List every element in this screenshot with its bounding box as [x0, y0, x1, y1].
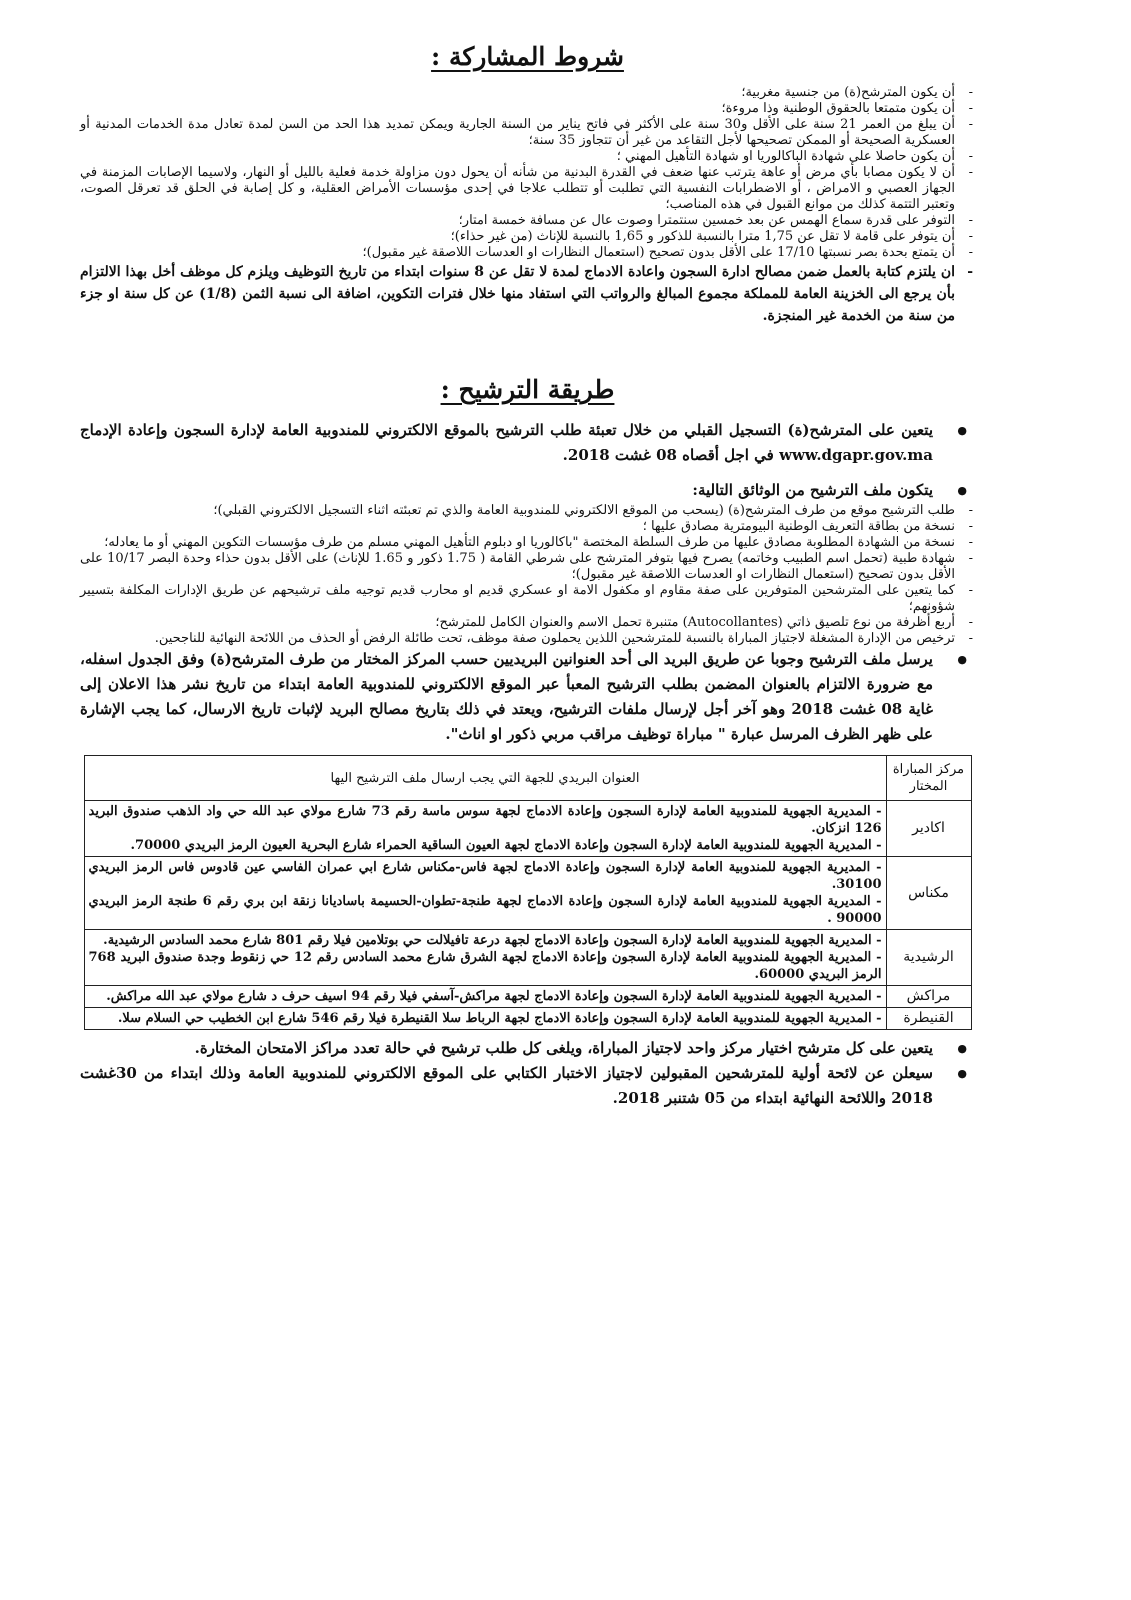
condition-item: - أن يكون المترشح(ة) من جنسية مغربية؛ — [80, 85, 975, 101]
registration-text: يتعين على المترشح(ة) التسجيل القبلي من خلال تعبئة طلب الترشيح بالموقع الالكتروني للمندوبية العامة لإدارة السجون وإعادة الإدماج — [80, 421, 933, 439]
address-line: - المديرية الجهوية للمندوبية العامة لإدارة السجون وإعادة الادماج لجهة درعة تافيلالت حي بوتلامين فيلا رقم 801 شارع محمد السادس الرشيدية. — [103, 933, 882, 948]
condition-item: - التوفر على قدرة سماع الهمس عن بعد خمسين سنتمترا وصوت عال عن مسافة خمسة امتار؛ — [80, 213, 975, 229]
condition-item-commitment: - ان يلتزم كتابة بالعمل ضمن مصالح ادارة السجون واعادة الادماج لمدة لا تقل عن 8 سنوات ابتداء من تاريخ التوظيف ويلزم كل موظف أخل بهذا الالتزام بأن يرجع الى الخزينة العامة للمملكة مجموع المبالغ والرواتب التي استفاد منها خلال فترات التكوين، اضافة الى نسبة الثمن (1/8) عن كل سنة او جزء من سنة من الخدمة غير المنجزة. — [80, 261, 975, 327]
address-line: - المديرية الجهوية للمندوبية العامة لإدارة السجون وإعادة الادماج لجهة الشرق شارع محمد السادس رقم 12 حي زنقوط وجدة صندوق البريد 768 الرمز البريدي 60000. — [88, 950, 882, 982]
document-page — [80, 30, 975, 1111]
documents-heading: ● يتكون ملف الترشيح من الوثائق التالية: — [80, 478, 975, 503]
center-addresses — [84, 857, 886, 930]
center-addresses — [84, 930, 886, 986]
conditions-list — [80, 85, 975, 327]
website-link[interactable]: www.dgapr.gov.ma — [779, 446, 933, 464]
documents-list — [80, 503, 975, 647]
center-addresses — [84, 1008, 886, 1030]
table-row — [84, 986, 971, 1008]
condition-item: - أن يتمتع بحدة بصر نسبتها 17/10 على الأقل بدون تصحيح (استعمال النظارات او العدسات اللاصقة غير مقبول)؛ — [80, 245, 975, 261]
centers-table — [84, 755, 972, 1030]
center-city: اكادير — [886, 801, 971, 857]
condition-item: - أن يكون متمتعا بالحقوق الوطنية وذا مروءة؛ — [80, 101, 975, 117]
center-city: الرشيدية — [886, 930, 971, 986]
conditions-title: شروط المشاركة : — [431, 42, 624, 71]
table-header-row — [84, 756, 971, 801]
condition-item: - أن يكون حاصلا على شهادة الباكالوريا او شهادة التأهيل المهني ؛ — [80, 149, 975, 165]
center-addresses — [84, 986, 886, 1008]
center-city: مكناس — [886, 857, 971, 930]
document-item: - أربع أظرفة من نوع تلصيق ذاتي (Autocollantes) متنبرة تحمل الاسم والعنوان الكامل للمترشح؛ — [80, 615, 975, 631]
closing-notes — [80, 1036, 975, 1111]
document-item: - شهادة طبية (تحمل اسم الطبيب وخاتمه) يصرح فيها بتوفر المترشح على شرطي القامة ( 1.75 ذكور و 1.65 للإناث) على الأقل بدون حذاء وحدة البصر 10/17 على الأقل بدون تصحيح (استعمال النظارات او العدسات اللاصقة غير مقبول)؛ — [80, 551, 975, 583]
address-line: - المديرية الجهوية للمندوبية العامة لإدارة السجون وإعادة الادماج لجهة الرباط سلا القنيطرة فيلا رقم 546 شارع ابن الخطيب حي السلام سلا. — [117, 1011, 882, 1026]
registration-deadline: في اجل أقصاه 08 غشت 2018. — [562, 446, 774, 464]
registration-paragraph — [80, 418, 975, 468]
document-item: - طلب الترشيح موقع من طرف المترشح(ة) (يسحب من الموقع الالكتروني للمندوبية العامة والذي تم تعبئته اثناء التسجيل الالكتروني القبلي)؛ — [80, 503, 975, 519]
table-row — [84, 930, 971, 986]
header-address: العنوان البريدي للجهة التي يجب ارسال ملف الترشيح اليها — [84, 756, 886, 801]
center-city: مراكش — [886, 986, 971, 1008]
address-line: - المديرية الجهوية للمندوبية العامة لإدارة السجون وإعادة الادماج لجهة طنجة-تطوان-الحسيمة باساديانا زنقة ابن بري رقم 6 طنجة الرمز البريدي 90000 . — [88, 894, 882, 926]
application-title: طريقة الترشيح : — [440, 375, 615, 404]
center-city: القنيطرة — [886, 1008, 971, 1030]
document-item: - نسخة من بطاقة التعريف الوطنية البيومترية مصادق عليها ؛ — [80, 519, 975, 535]
address-line: - المديرية الجهوية للمندوبية العامة لإدارة السجون وإعادة الادماج لجهة فاس-مكناس شارع ابي عمران الفاسي عين قادوس فاس الرمز البريدي 30100. — [88, 860, 882, 892]
condition-item: - أن يبلغ من العمر 21 سنة على الأقل و30 سنة على الأكثر في فاتح يناير من السنة الجارية ويمكن تمديد هذا الحد من السن لمدة تعادل مدة الخدمات المدنية أو العسكرية الصحيحة أو الممكن تصحيحها لأجل التقاعد من غير أن تتجاوز 35 سنة؛ — [80, 117, 975, 149]
condition-item: - أن يتوفر على قامة لا تقل عن 1,75 مترا بالنسبة للذكور و 1,65 بالنسبة للإناث (من غير حذاء)؛ — [80, 229, 975, 245]
closing-note: ● يتعين على كل مترشح اختيار مركز واحد لاجتياز المباراة، ويلغى كل طلب ترشيح في حالة تعدد مراكز الامتحان المختارة. — [80, 1036, 975, 1061]
address-line: - المديرية الجهوية للمندوبية العامة لإدارة السجون وإعادة الادماج لجهة مراكش-آسفي فيلا رقم 94 اسيف حرف د شارع مولاي عبد الله مراكش. — [106, 989, 882, 1004]
table-row — [84, 857, 971, 930]
condition-item: - أن لا يكون مصابا بأي مرض أو عاهة يترتب عنها ضعف في القدرة البدنية من شأنه أن يحول دون مزاولة خدمة فعلية بالليل أو النهار، ولاسيما الإصابات المزمنة في الجهاز العصبي و الامراض ، أو الاضطرابات النفسية التي تطلبت أو تتطلب علاجا في إحدى مؤسسات الأمراض العقلية، و كل إصابة في الحلق قد تعرقل الصوت، وتعتبر التتمة كذلك من موانع القبول في هذه المناصب؛ — [80, 165, 975, 213]
address-line: - المديرية الجهوية للمندوبية العامة لإدارة السجون وإعادة الادماج لجهة العيون الساقية الحمراء شارع البحرية العيون الرمز البريدي 70000. — [130, 838, 882, 853]
closing-note: ● سيعلن عن لائحة أولية للمترشحين المقبولين لاجتياز الاختبار الكتابي على الموقع الالكتروني للمندوبية العامة وذلك ابتداء من 30غشت 2018 واللائحة النهائية ابتداء من 05 شتنبر 2018. — [80, 1061, 975, 1111]
table-row — [84, 1008, 971, 1030]
document-item: - كما يتعين على المترشحين المتوفرين على صفة مقاوم او مكفول الامة او عسكري قديم او محارب قديم توجيه ملف ترشيحهم عن طريق الإدارات المكلفة بتسيير شؤونهم؛ — [80, 583, 975, 615]
mailing-paragraph: ● يرسل ملف الترشيح وجوبا عن طريق البريد الى أحد العنوانين البريديين حسب المركز المختار من طرف المترشح(ة) وفق الجدول اسفله، مع ضرورة الالتزام بالعنوان المضمن بطلب الترشيح المعبأ عبر الموقع الالكتروني للمندوبية العامة ابتداء من تاريخ نشر هذا الاعلان إلى غاية 08 غشت 2018 وهو آخر أجل لإرسال ملفات الترشيح، ويعتد في ذلك بتاريخ مصالح البريد لإثبات تاريخ الارسال، كما يجب الإشارة على ظهر الظرف المرسل عبارة " مباراة توظيف مراقب مربي ذكور او اناث". — [80, 647, 975, 747]
application-list — [80, 418, 975, 503]
document-item: - ترخيص من الإدارة المشغلة لاجتياز المباراة بالنسبة للمترشحين اللذين يحملون صفة موظف، تحت طائلة الرفض أو الحذف من اللائحة النهائية للناجحين. — [80, 631, 975, 647]
address-line: - المديرية الجهوية للمندوبية العامة لإدارة السجون وإعادة الادماج لجهة سوس ماسة رقم 73 شارع مولاي عبد الله حي واد الذهب صندوق البريد 126 انزكان. — [88, 804, 882, 836]
document-item: - نسخة من الشهادة المطلوبة مصادق عليها من طرف السلطة المختصة "باكالوريا او دبلوم التأهيل المهني مسلم من طرف مؤسسات التكوين المهني أو ما يعادله؛ — [80, 535, 975, 551]
center-addresses — [84, 801, 886, 857]
mailing-list — [80, 647, 975, 747]
header-center: مركز المباراة المختار — [886, 756, 971, 801]
table-row — [84, 801, 971, 857]
